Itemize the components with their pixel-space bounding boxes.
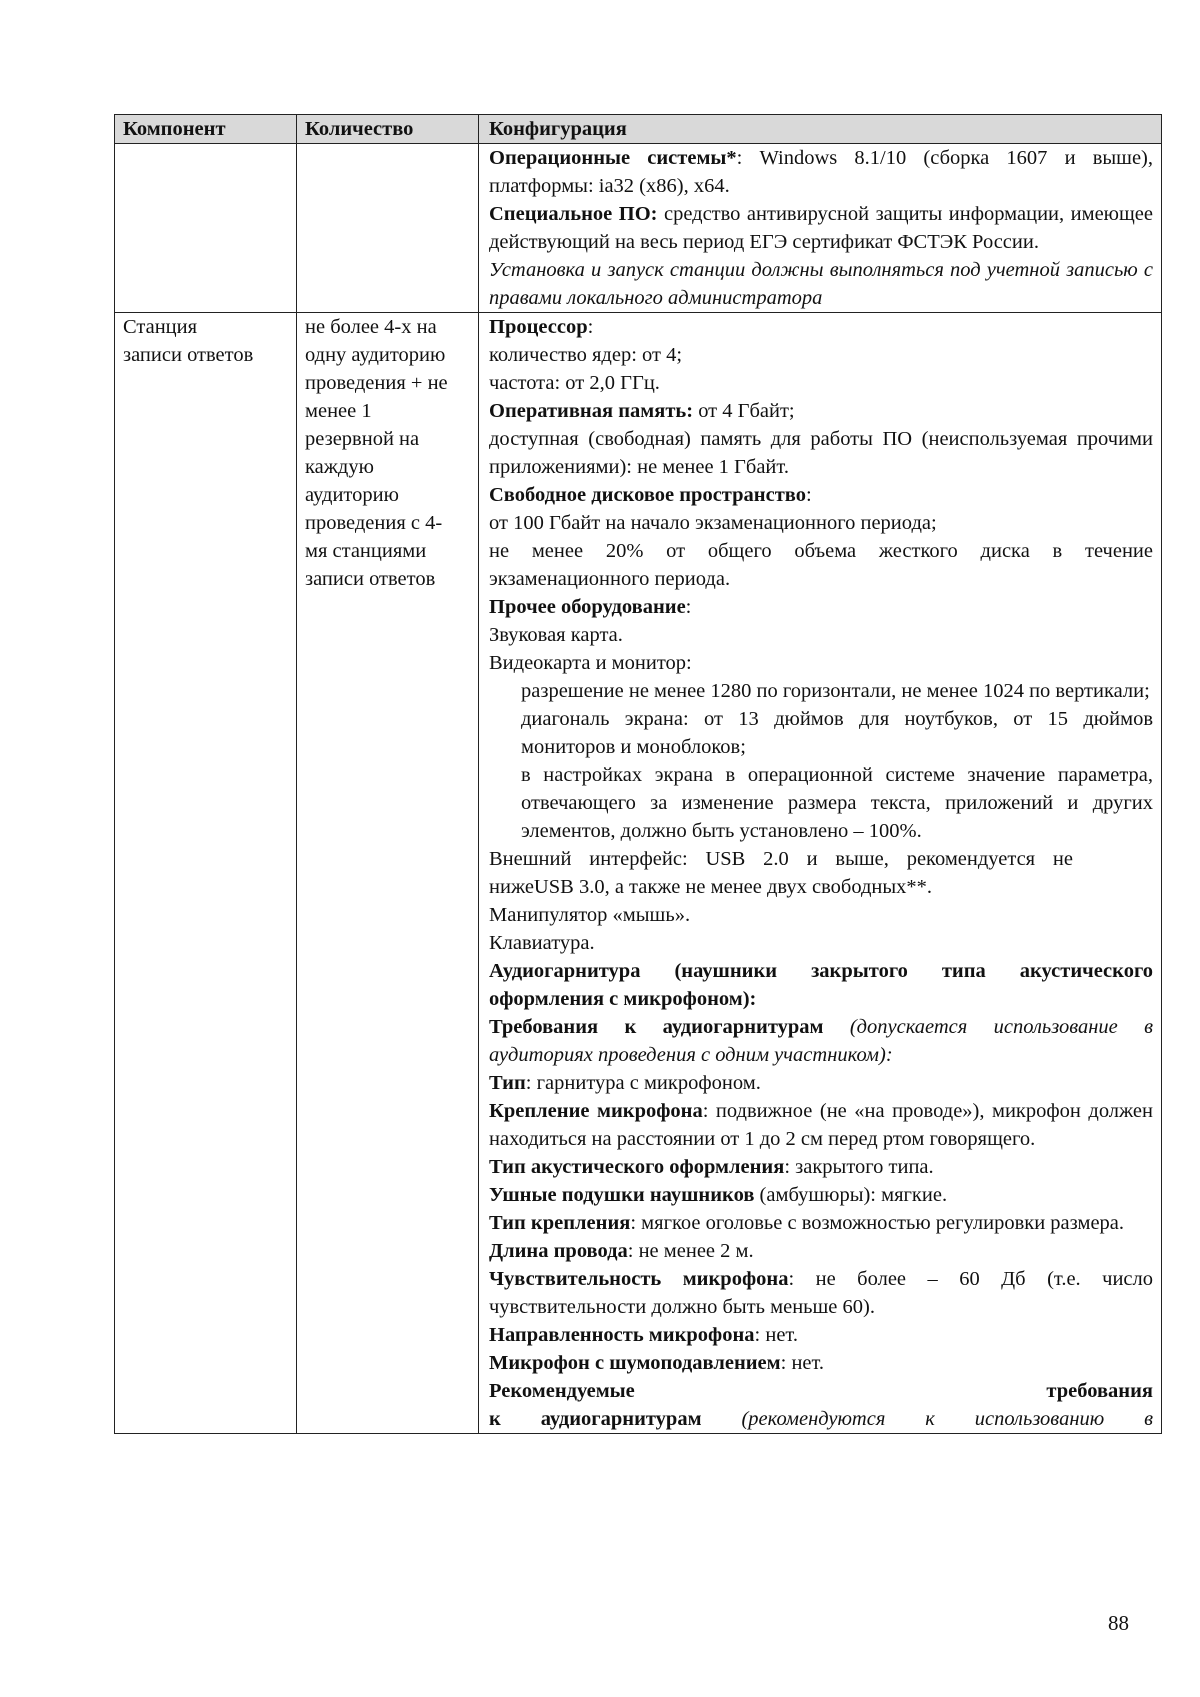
ram-text: от 4 Гбайт; — [693, 400, 795, 422]
direction-req — [489, 1321, 1153, 1349]
usb-req: Внешний интерфейс: USB 2.0 и выше, рекомендуется не нижеUSB 3.0, а также не менее двух свободных**. — [489, 848, 1073, 898]
install-note: Установка и запуск станции должны выполняться под учетной записью с правами локального администратора — [489, 259, 1153, 309]
diagonal-req: диагональ экрана: от 13 дюймов для ноутбуков, от 15 дюймов мониторов и моноблоков; — [521, 708, 1153, 758]
table-header-row — [115, 115, 1162, 144]
sw-text: средство антивирусной защиты информации, имеющее действующий на весь период ЕГЭ сертификат ФСТЭК России. — [489, 203, 1153, 253]
header-configuration: Конфигурация — [479, 115, 1162, 144]
ram-free: доступная (свободная) память для работы ПО (неиспользуемая прочими приложениями): не менее 1 Гбайт. — [489, 428, 1153, 478]
noise-label: Микрофон с шумоподавлением — [489, 1352, 781, 1374]
type-label: Тип — [489, 1072, 526, 1094]
sw-label: Специальное ПО: — [489, 203, 658, 225]
acoustic-req — [489, 1153, 1153, 1181]
req-note: (допускается использование в аудиториях проведения с одним участником): — [489, 1016, 1153, 1066]
acoustic-text: : закрытого типа. — [784, 1156, 934, 1178]
cpu-heading — [489, 313, 1153, 341]
header-quantity: Количество — [297, 115, 479, 144]
video-monitor: Видеокарта и монитор: — [489, 652, 692, 674]
cable-label: Длина провода — [489, 1240, 628, 1262]
rec-note: (рекомендуются к использованию в — [701, 1408, 1153, 1430]
os-requirement — [489, 144, 1153, 200]
type-text: : гарнитура с микрофоном. — [525, 1072, 761, 1094]
other-label: Прочее оборудование — [489, 596, 686, 618]
ram-heading — [489, 397, 1153, 425]
ram-label: Оперативная память: — [489, 400, 694, 422]
recommended-heading: Рекомендуемые требования — [489, 1380, 1153, 1402]
disk-heading — [489, 481, 1153, 509]
req-label: Требования к аудиогарнитурам — [489, 1016, 824, 1038]
cable-req — [489, 1237, 1153, 1265]
quantity-cell: не более 4-х на одну аудиторию проведения + не менее 1 резервной на каждую аудиторию проведения с 4-мя станциями записи ответов — [297, 313, 479, 1434]
sens-text: : не более – 60 Дб (т.е. число чувствительности должно быть меньше 60). — [489, 1268, 1153, 1318]
page-number: 88 — [1108, 1611, 1129, 1635]
rec-label: к аудиогарнитурам — [489, 1408, 702, 1430]
configuration-cell — [479, 144, 1162, 313]
os-label: Операционные системы* — [489, 147, 737, 169]
headset-heading: Аудиогарнитура (наушники закрытого типа акустического оформления с микрофоном): — [489, 960, 1153, 1010]
component-cell: Станция записи ответов — [115, 313, 297, 1434]
ear-label: Ушные подушки наушников — [489, 1184, 755, 1206]
disk-initial: от 100 Гбайт на начало экзаменационного периода; — [489, 512, 937, 534]
os-text: : Windows 8.1/10 (сборка 1607 и выше), платформы: ia32 (x86), x64. — [489, 147, 1153, 197]
fixing-req — [489, 1209, 1153, 1237]
headset-requirements — [489, 1013, 1153, 1069]
resolution-req: разрешение не менее 1280 по горизонтали, не менее 1024 по вертикали; — [521, 680, 1150, 702]
mount-label: Крепление микрофона — [489, 1100, 703, 1122]
disk-percent: не менее 20% от общего объема жесткого диска в течение экзаменационного периода. — [489, 540, 1153, 590]
other-suffix: : — [685, 596, 692, 618]
sensitivity-req — [489, 1265, 1153, 1321]
fix-label: Тип крепления — [489, 1212, 631, 1234]
noise-req — [489, 1349, 1153, 1377]
recommended-line — [489, 1405, 1153, 1433]
cpu-label: Процессор — [489, 316, 588, 338]
disk-suffix: : — [805, 484, 812, 506]
cable-text: : не менее 2 м. — [627, 1240, 754, 1262]
ear-cushion-req — [489, 1181, 1153, 1209]
scale-req: в настройках экрана в операционной системе значение параметра, отвечающего за изменение размера текста, приложений и других элементов, должно быть установлено – 100%. — [521, 764, 1153, 842]
acoustic-label: Тип акустического оформления — [489, 1156, 785, 1178]
mouse-req: Манипулятор «мышь». — [489, 904, 691, 926]
mount-text: : подвижное (не «на проводе»), микрофон должен находиться на расстоянии от 1 до 2 см перед ртом говорящего. — [489, 1100, 1153, 1150]
sound-card: Звуковая карта. — [489, 624, 623, 646]
cpu-cores: количество ядер: от 4; — [489, 344, 683, 366]
cpu-frequency: частота: от 2,0 ГГц. — [489, 372, 660, 394]
table-row — [115, 313, 1162, 1434]
fix-text: : мягкое оголовье с возможностью регулировки размера. — [630, 1212, 1125, 1234]
table-row — [115, 144, 1162, 313]
type-req — [489, 1069, 1153, 1097]
dir-text: : нет. — [754, 1324, 798, 1346]
sens-label: Чувствительность микрофона — [489, 1268, 789, 1290]
cpu-suffix: : — [587, 316, 594, 338]
noise-text: : нет. — [780, 1352, 825, 1374]
configuration-cell — [479, 313, 1162, 1434]
disk-label: Свободное дисковое пространство — [489, 484, 806, 506]
component-cell — [115, 144, 297, 313]
special-software-requirement — [489, 200, 1153, 256]
header-component: Компонент — [115, 115, 297, 144]
keyboard-req: Клавиатура. — [489, 932, 595, 954]
mount-req — [489, 1097, 1153, 1153]
other-heading — [489, 593, 1153, 621]
dir-label: Направленность микрофона — [489, 1324, 755, 1346]
quantity-cell — [297, 144, 479, 313]
requirements-table — [114, 114, 1162, 1434]
ear-text: (амбушюры): мягкие. — [754, 1184, 948, 1206]
